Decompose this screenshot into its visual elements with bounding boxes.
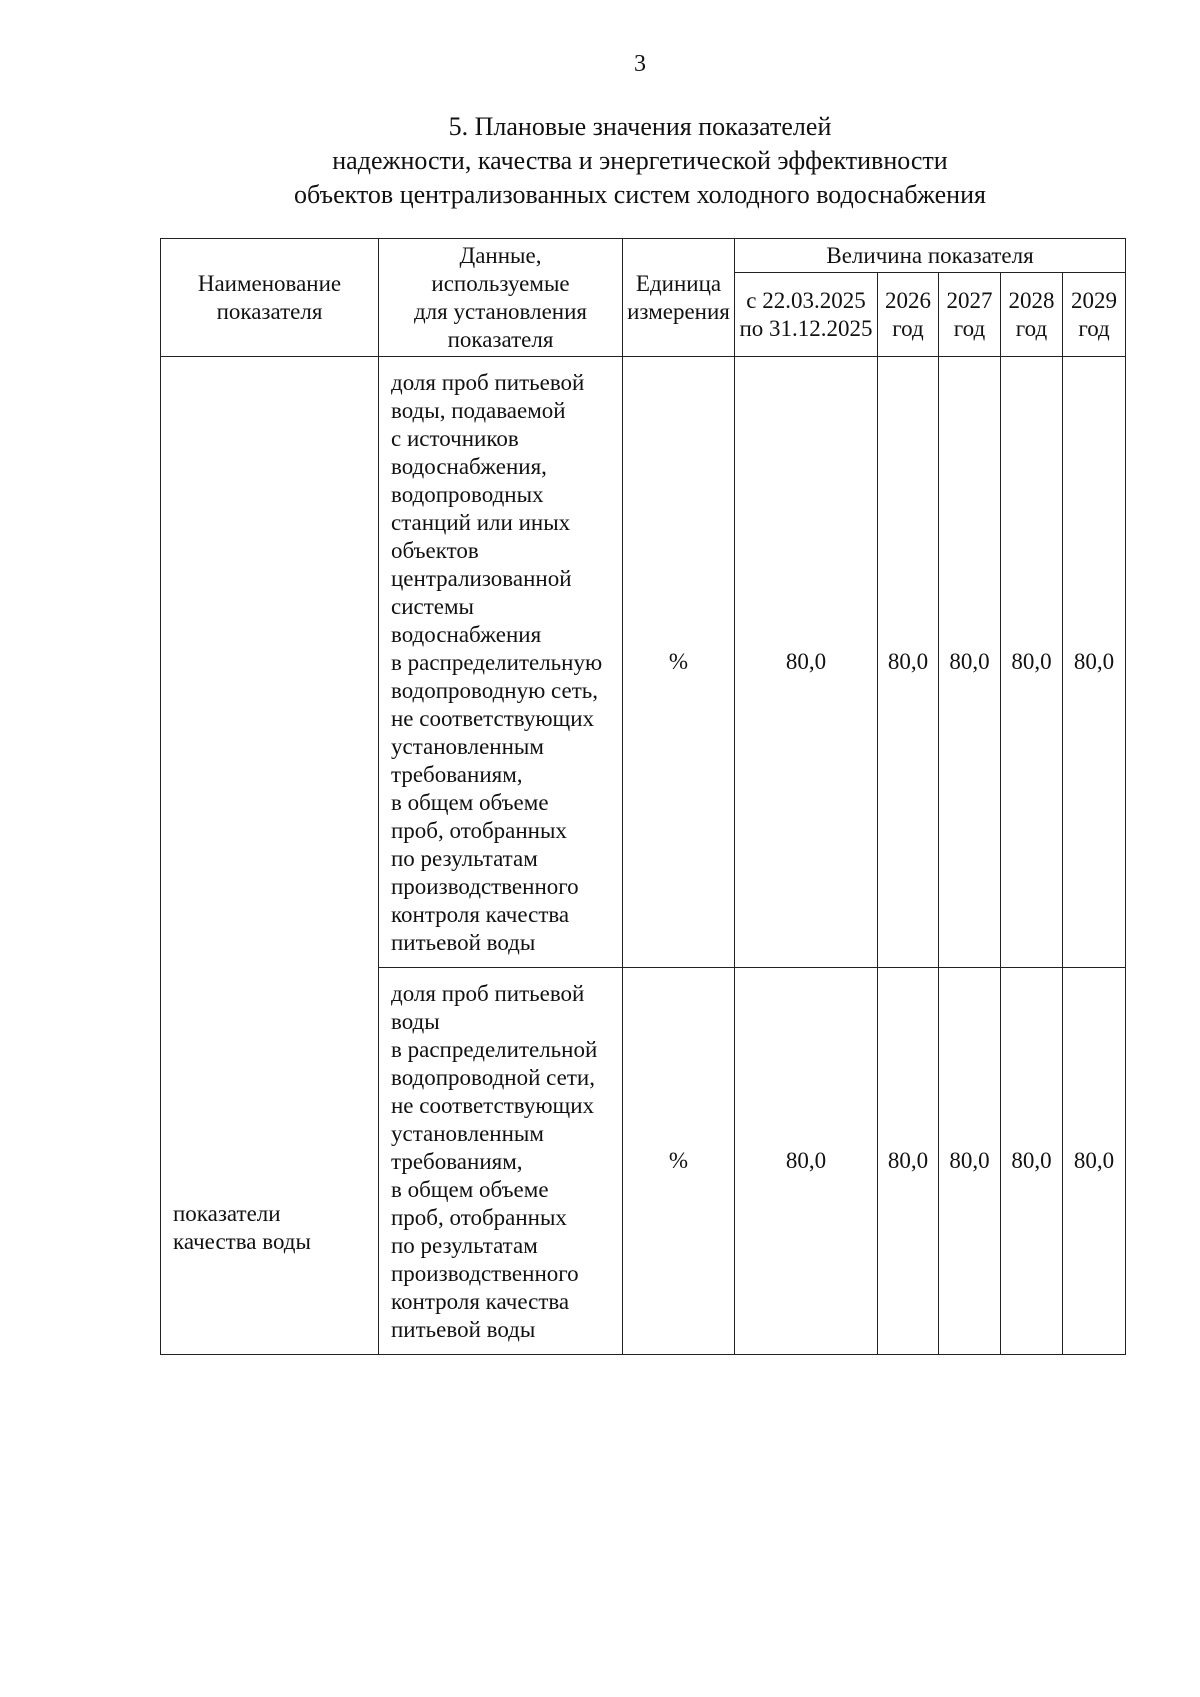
data-line: водопроводную сеть, xyxy=(391,678,599,703)
data-line: централизованной xyxy=(391,566,572,591)
data-line: водоснабжения xyxy=(391,622,542,647)
header-data-line: для установления xyxy=(413,298,587,324)
header-year-suffix: год xyxy=(1078,315,1110,341)
header-year-2028 xyxy=(1001,273,1063,357)
header-year-suffix: год xyxy=(892,315,924,341)
value-2026-cell: 80,0 xyxy=(878,357,939,968)
title-line-1: 5. Плановые значения показателей xyxy=(448,112,832,141)
header-year-number: 2029 xyxy=(1071,287,1118,313)
data-line: по результатам xyxy=(391,846,538,871)
data-line: с источников xyxy=(391,426,519,451)
unit-cell: % xyxy=(623,357,735,968)
data-line: питьевой воды xyxy=(391,1317,536,1342)
header-indicator-name xyxy=(161,239,379,357)
header-period-line: по 31.12.2025 xyxy=(739,315,873,341)
data-line: водопроводной сети, xyxy=(391,1065,595,1090)
data-line: воды, подаваемой xyxy=(391,398,566,423)
data-line: водопроводных xyxy=(391,482,544,507)
header-year-number: 2027 xyxy=(946,287,993,313)
data-line: производственного xyxy=(391,1261,579,1286)
value-2026-cell: 80,0 xyxy=(878,968,939,1355)
data-line: доля проб питьевой xyxy=(391,981,585,1006)
data-line: системы xyxy=(391,594,474,619)
data-line: контроля качества xyxy=(391,1289,570,1314)
value-period-cell: 80,0 xyxy=(735,357,878,968)
data-line: в общем объеме xyxy=(391,790,549,815)
value-period-cell: 80,0 xyxy=(735,968,878,1355)
value-2029-cell: 80,0 xyxy=(1063,357,1126,968)
header-year-2026 xyxy=(878,273,939,357)
header-year-suffix: год xyxy=(953,315,986,341)
section-title xyxy=(0,110,1200,212)
data-line: по результатам xyxy=(391,1233,538,1258)
data-line: установленным xyxy=(391,734,544,759)
data-line: не соответствующих xyxy=(391,706,595,731)
data-line: станций или иных xyxy=(391,510,571,535)
header-year-number: 2026 xyxy=(885,287,931,313)
value-2027-cell: 80,0 xyxy=(939,968,1001,1355)
header-unit xyxy=(623,239,735,357)
indicator-name-line: показатели xyxy=(173,1201,281,1226)
data-line: установленным xyxy=(391,1121,544,1146)
header-year-2027 xyxy=(939,273,1001,357)
header-data xyxy=(379,239,623,357)
data-line: в общем объеме xyxy=(391,1177,549,1202)
data-description-cell xyxy=(379,357,623,968)
header-year-number: 2028 xyxy=(1008,287,1055,313)
header-period xyxy=(735,273,878,357)
data-line: требованиям, xyxy=(391,1149,523,1174)
title-line-2: надежности, качества и энергетической эффективности xyxy=(332,146,948,175)
data-description-cell xyxy=(379,968,623,1355)
data-line: проб, отобранных xyxy=(391,1205,567,1230)
value-2028-cell: 80,0 xyxy=(1001,357,1063,968)
header-unit-line: Единица xyxy=(635,270,722,296)
data-line: контроля качества xyxy=(391,902,570,927)
header-year-2029 xyxy=(1063,273,1126,357)
data-line: воды xyxy=(391,1009,440,1034)
data-line: водоснабжения, xyxy=(391,454,547,479)
data-line: питьевой воды xyxy=(391,930,536,955)
value-2027-cell: 80,0 xyxy=(939,357,1001,968)
header-data-line: используемые xyxy=(431,270,570,296)
indicator-name-line: качества воды xyxy=(173,1229,311,1254)
value-2028-cell: 80,0 xyxy=(1001,968,1063,1355)
data-line: в распределительной xyxy=(391,1037,598,1062)
header-indicator-name-text: Наименование показателя xyxy=(197,270,342,324)
header-period-line: с 22.03.2025 xyxy=(746,287,866,313)
header-data-line: Данные, xyxy=(459,242,542,268)
table-row xyxy=(161,357,1126,968)
indicators-table xyxy=(160,238,1126,1355)
data-line: производственного xyxy=(391,874,579,899)
data-line: не соответствующих xyxy=(391,1093,595,1118)
header-year-suffix: год xyxy=(1015,315,1048,341)
indicator-name-cell xyxy=(161,357,379,1355)
data-line: объектов xyxy=(391,538,479,563)
page-number: 3 xyxy=(634,51,646,77)
data-line: доля проб питьевой xyxy=(391,370,585,395)
value-2029-cell: 80,0 xyxy=(1063,968,1126,1355)
header-data-line: показателя xyxy=(447,326,554,352)
title-line-3: объектов централизованных систем холодного водоснабжения xyxy=(294,180,986,209)
data-line: в распределительную xyxy=(391,650,603,675)
unit-cell: % xyxy=(623,968,735,1355)
data-line: требованиям, xyxy=(391,762,523,787)
header-value-group: Величина показателя xyxy=(735,239,1126,273)
header-unit-line: измерения xyxy=(627,298,730,324)
data-line: проб, отобранных xyxy=(391,818,567,843)
